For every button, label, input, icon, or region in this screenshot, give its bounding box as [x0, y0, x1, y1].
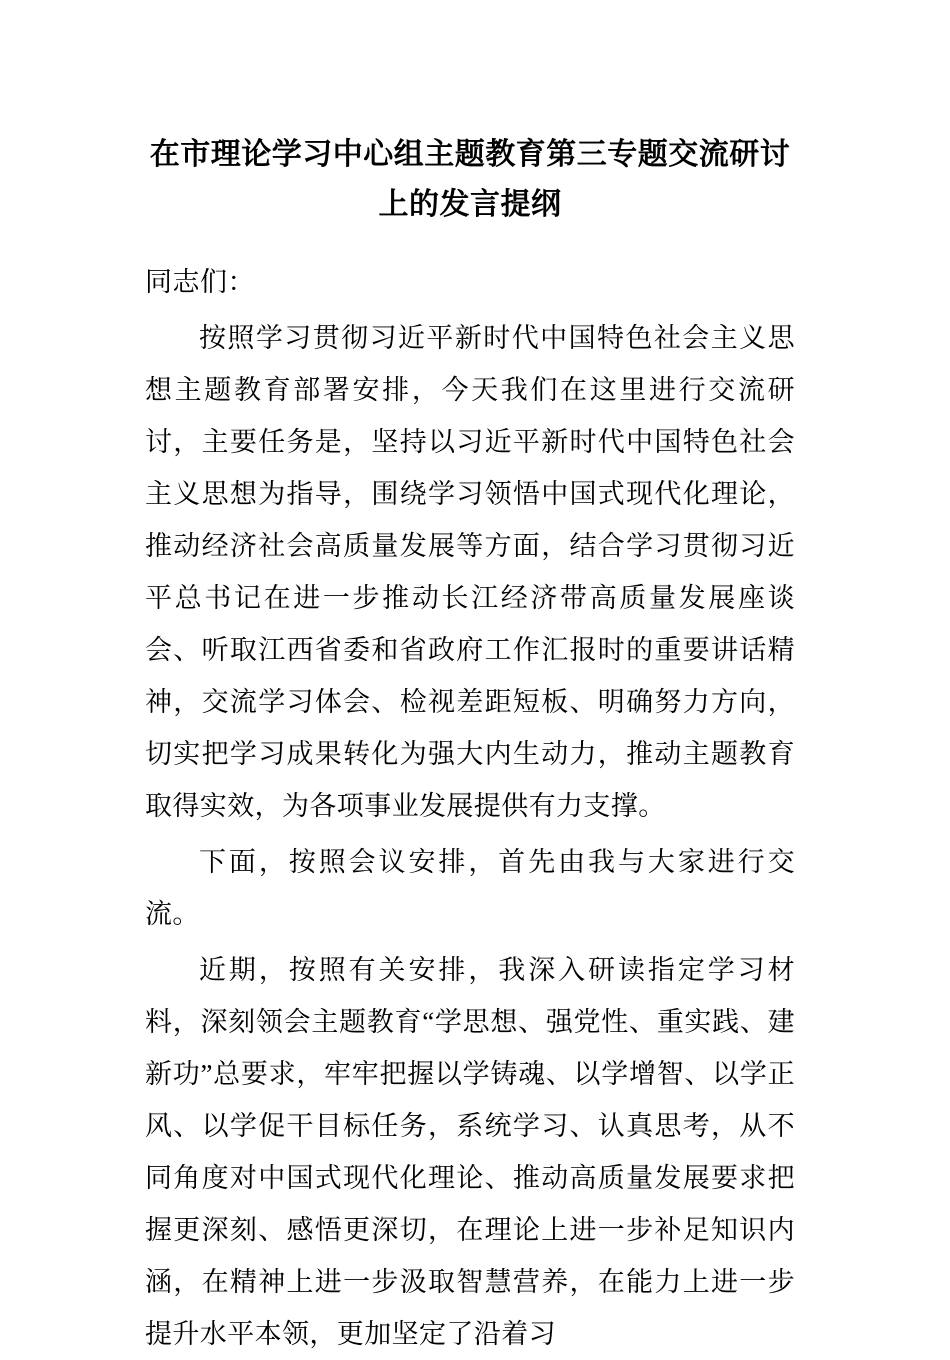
body-paragraph: 近期，按照有关安排，我深入研读指定学习材料，深刻领会主题教育“学思想、强党性、重实践、建新功”总要求，牢牢把握以学铸魂、以学增智、以学正风、以学促干目标任务，系统学习、认真思考，从不同角度对中国式现代化理论、推动高质量发展要求把握更深刻、感悟更深切，在理论上进一步补足知识内涵，在精神上进一步汲取智慧营养，在能力上进一步提升水平本领，更加坚定了沿着习: [145, 955, 795, 1349]
salutation: 同志们：: [145, 267, 255, 297]
body-paragraph: 按照学习贯彻习近平新时代中国特色社会主义思想主题教育部署安排，今天我们在这里进行交流研讨，主要任务是，坚持以习近平新时代中国特色社会主义思想为指导，围绕学习领悟中国式现代化理论，推动经济社会高质量发展等方面，结合学习贯彻习近平总书记在进一步推动长江经济带高质量发展座谈会、听取江西省委和省政府工作汇报时的重要讲话精神，交流学习体会、检视差距短板、明确努力方向，切实把学习成果转化为强大内生动力，推动主题教育取得实效，为各项事业发展提供有力支撑。: [145, 323, 795, 821]
page-title: 在市理论学习中心组主题教育第三专题交流研讨上的发言提纲: [149, 138, 791, 221]
body-paragraph: 下面，按照会议安排，首先由我与大家进行交流。: [145, 847, 795, 929]
